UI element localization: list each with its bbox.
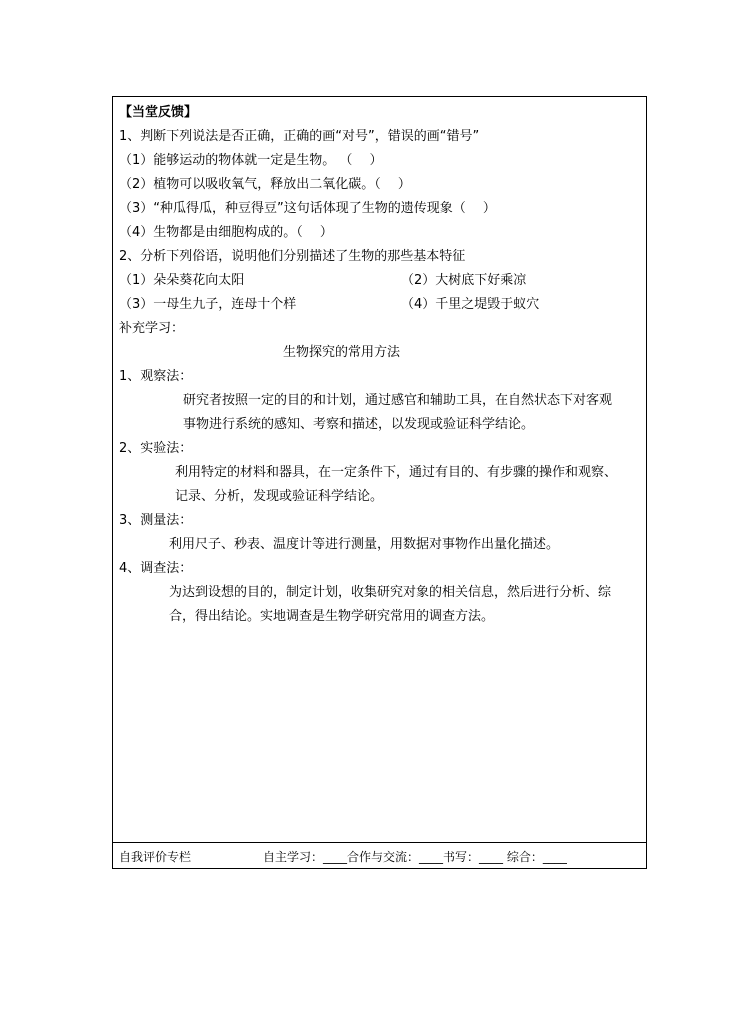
method-text-line: 利用特定的材料和器具，在一定条件下，通过有目的、有步骤的操作和观察、 [175,465,618,480]
worksheet-frame [112,96,647,869]
q1-item-4: （4）生物都是由细胞构成的。（ ） [119,225,333,240]
q2-item-2: （2）大树底下好乘凉 [401,273,527,288]
method-name-survey: 4、调查法： [119,561,193,576]
section-title: 【当堂反馈】 [119,105,198,120]
q2-prompt: 2、分析下列俗语，说明他们分别描述了生物的那些基本特征 [119,249,466,264]
q2-item-1: （1）朵朵葵花向太阳 [119,273,245,288]
supplement-heading: 生物探究的常用方法 [283,345,401,360]
method-text-line: 为达到设想的目的，制定计划，收集研究对象的相关信息，然后进行分析、综 [169,585,612,600]
method-name-observation: 1、观察法： [119,369,193,384]
method-text-line: 合，得出结论。实地调查是生物学研究常用的调查方法。 [169,609,495,624]
supplement-label: 补充学习： [119,321,185,336]
footer-divider [113,842,646,843]
method-text-line: 利用尺子、秒表、温度计等进行测量，用数据对事物作出量化描述。 [169,537,560,552]
footer-fields: 自主学习：____合作与交流：____书写：____ 综合：____ [263,850,567,864]
q2-item-4: （4）千里之堤毁于蚁穴 [401,297,540,312]
q1-prompt: 1、判断下列说法是否正确，正确的画“对号”，错误的画“错号” [119,129,480,144]
q1-item-1: （1）能够运动的物体就一定是生物。 （ ） [119,153,383,168]
method-name-experiment: 2、实验法： [119,441,193,456]
method-text-line: 研究者按照一定的目的和计划，通过感官和辅助工具，在自然状态下对客观 [183,393,613,408]
method-text-line: 事物进行系统的感知、考察和描述，以发现或验证科学结论。 [183,417,535,432]
footer-label: 自我评价专栏 [119,850,192,864]
q1-item-3: （3）“种瓜得瓜，种豆得豆”这句话体现了生物的遗传现象（ ） [119,201,496,216]
method-name-measurement: 3、测量法： [119,513,193,528]
q2-item-3: （3）一母生九子，连母十个样 [119,297,297,312]
q1-item-2: （2）植物可以吸收氧气，释放出二氧化碳。（ ） [119,177,411,192]
method-text-line: 记录、分析，发现或验证科学结论。 [175,489,384,504]
